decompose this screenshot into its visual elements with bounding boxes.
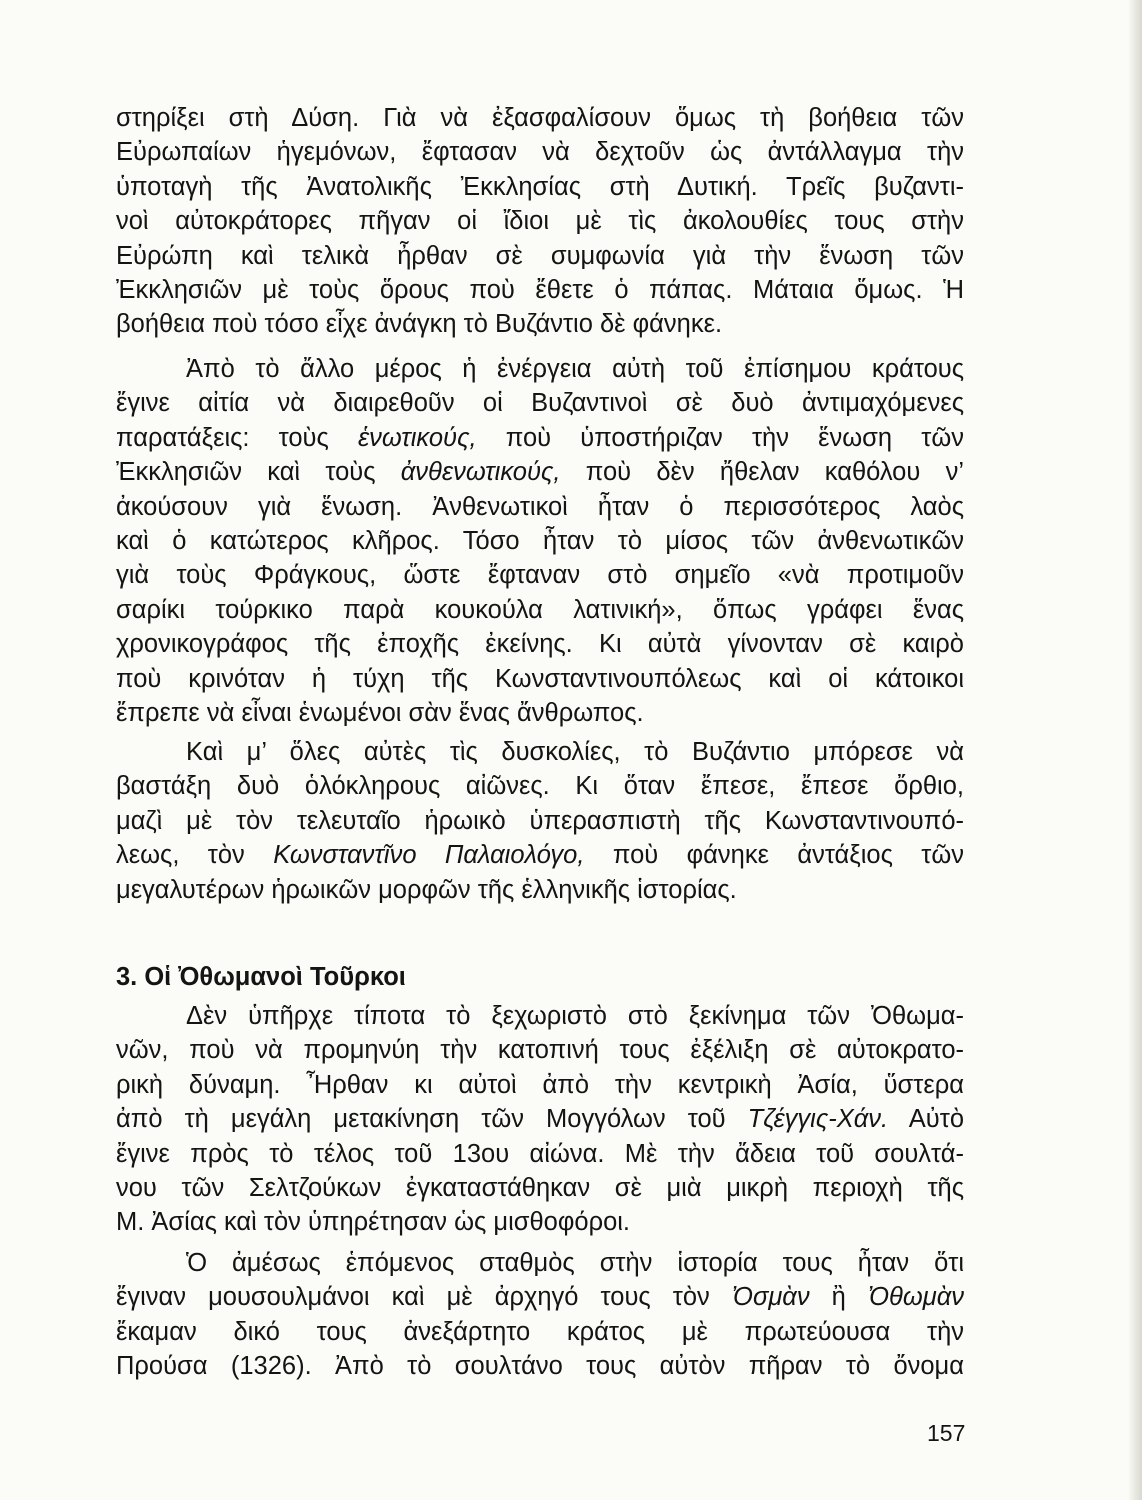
paragraph-3 [116, 735, 964, 907]
text-line: ἔγινε αἰτία νὰ διαιρεθοῦν οἱ Βυζαντινοὶ σὲ δυὸ ἀντιμαχόμενες [116, 389, 964, 418]
text-line: μεγαλυτέρων ἡρωικῶν μορφῶν τῆς ἑλληνικῆς ἱστορίας. [116, 875, 737, 904]
text-line: νοὶ αὐτοκράτορες πῆγαν οἱ ἴδιοι μὲ τὶς ἀκολουθίες τους στὴν [116, 207, 964, 236]
text-line: Ἐκκλησιῶν καὶ τοὺς ἀνθενωτικούς, ποὺ δὲν ἤθελαν καθόλου ν’ [116, 458, 964, 487]
italic-term: ἀνθενωτικούς, [400, 458, 561, 487]
section-title: 3. Οἱ Ὀθωμανοὶ Τοῦρκοι [116, 963, 406, 991]
paragraph-2 [116, 352, 964, 730]
text-line: στηρίξει στὴ Δύση. Γιὰ νὰ ἐξασφαλίσουν ὅμως τὴ βοήθεια τῶν [116, 104, 964, 132]
text-line: ἀκούσουν γιὰ ἕνωση. Ἀνθενωτικοὶ ἦταν ὁ περισσότερος λαὸς [116, 492, 964, 521]
text-line: ρικὴ δύναμη. Ἦρθαν κι αὐτοὶ ἀπὸ τὴν κεντρικὴ Ἀσία, ὕστερα [116, 1070, 964, 1099]
text-line: νῶν, ποὺ νὰ προμηνύη τὴν κατοπινή τους ἐξέλιξη σὲ αὐτοκρατο- [116, 1036, 964, 1065]
text-line: ἔκαμαν δικό τους ἀνεξάρτητο κράτος μὲ πρωτεύουσα τὴν [116, 1317, 964, 1346]
paragraph-4 [116, 999, 964, 1240]
text-line: σαρίκι τούρκικο παρὰ κουκούλα λατινική», ὅπως γράφει ἕνας [116, 595, 964, 624]
text-line: ἔγιναν μουσουλμάνοι καὶ μὲ ἀρχηγό τους τὸν Ὀσμὰν ἢ Ὀθωμὰν [116, 1283, 964, 1312]
text-line: Προύσα (1326). Ἀπὸ τὸ σουλτάνο τους αὐτὸν πῆραν τὸ ὄνομα [116, 1352, 964, 1381]
paragraph-1 [116, 101, 964, 342]
text-line: μαζὶ μὲ τὸν τελευταῖο ἡρωικὸ ὑπερασπιστὴ τῆς Κωνσταντινουπό- [116, 806, 964, 835]
text-line: βαστάξη δυὸ ὁλόκληρους αἰῶνες. Κι ὅταν ἔπεσε, ἔπεσε ὄρθιο, [116, 772, 964, 801]
text-line: Ὁ ἀμέσως ἑπόμενος σταθμὸς στὴν ἱστορία τους ἦταν ὅτι [186, 1249, 964, 1277]
text-line: Ἀπὸ τὸ ἄλλο μέρος ἡ ἐνέργεια αὐτὴ τοῦ ἐπίσημου κράτους [186, 355, 964, 383]
text-line: βοήθεια ποὺ τόσο εἶχε ἀνάγκη τὸ Βυζάντιο δὲ φάνηκε. [116, 310, 723, 339]
text-line: Μ. Ἀσίας καὶ τὸν ὑπηρέτησαν ὡς μισθοφόροι. [116, 1208, 631, 1237]
text-line: γιὰ τοὺς Φράγκους, ὥστε ἔφταναν στὸ σημεῖο «νὰ προτιμοῦν [116, 561, 964, 590]
text-line: ὑποταγὴ τῆς Ἀνατολικῆς Ἐκκλησίας στὴ Δυτική. Τρεῖς βυζαντι- [116, 172, 964, 201]
page-number: 157 [927, 1420, 966, 1446]
italic-term: Τζέγγις-Χάν. [747, 1105, 889, 1134]
text-line: ἔπρεπε νὰ εἶναι ἑνωμένοι σὰν ἕνας ἄνθρωπος. [116, 698, 644, 727]
text-line: Εὐρωπαίων ἡγεμόνων, ἔφτασαν νὰ δεχτοῦν ὡς ἀντάλλαγμα τὴν [116, 138, 964, 167]
text-line: Εὐρώπη καὶ τελικὰ ἦρθαν σὲ συμφωνία γιὰ τὴν ἕνωση τῶν [116, 241, 964, 270]
text-line: ἔγινε πρὸς τὸ τέλος τοῦ 13ου αἰώνα. Μὲ τὴν ἄδεια τοῦ σουλτά- [116, 1139, 964, 1168]
text-line: ποὺ κρινόταν ἡ τύχη τῆς Κωνσταντινουπόλεως καὶ οἱ κάτοικοι [116, 664, 964, 693]
italic-term: Ὀσμὰν [731, 1283, 810, 1312]
text-line: χρονικογράφος τῆς ἐποχῆς ἐκείνης. Κι αὐτὰ γίνονταν σὲ καιρὸ [116, 630, 964, 659]
italic-term: Κωνσταντῖνο Παλαιολόγο, [273, 841, 585, 870]
page-edge-shadow [1128, 0, 1142, 1500]
text-line: ἀπὸ τὴ μεγάλη μετακίνηση τῶν Μογγόλων τοῦ Τζέγγις-Χάν. Αὐτὸ [116, 1105, 964, 1134]
text-line: Καὶ μ’ ὅλες αὐτὲς τὶς δυσκολίες, τὸ Βυζάντιο μπόρεσε νὰ [186, 738, 964, 766]
text-line: Ἐκκλησιῶν μὲ τοὺς ὅρους ποὺ ἔθετε ὁ πάπας. Μάταια ὅμως. Ἡ [116, 275, 964, 304]
text-line: καὶ ὁ κατώτερος κλῆρος. Τόσο ἦταν τὸ μίσος τῶν ἀνθενωτικῶν [116, 526, 964, 555]
text-line: παρατάξεις: τοὺς ἑνωτικούς, ποὺ ὑποστήριζαν τὴν ἕνωση τῶν [116, 423, 964, 452]
italic-term: Ὀθωμὰν [867, 1283, 964, 1312]
paragraph-5 [116, 1246, 964, 1384]
text-line: νου τῶν Σελτζούκων ἐγκαταστάθηκαν σὲ μιὰ μικρὴ περιοχὴ τῆς [116, 1173, 964, 1202]
text-line: λεως, τὸν Κωνσταντῖνο Παλαιολόγο, ποὺ φάνηκε ἀντάξιος τῶν [116, 841, 964, 870]
text-line: Δὲν ὑπῆρχε τίποτα τὸ ξεχωριστὸ στὸ ξεκίνημα τῶν Ὀθωμα- [186, 1002, 964, 1030]
italic-term: ἑνωτικούς, [357, 423, 477, 452]
